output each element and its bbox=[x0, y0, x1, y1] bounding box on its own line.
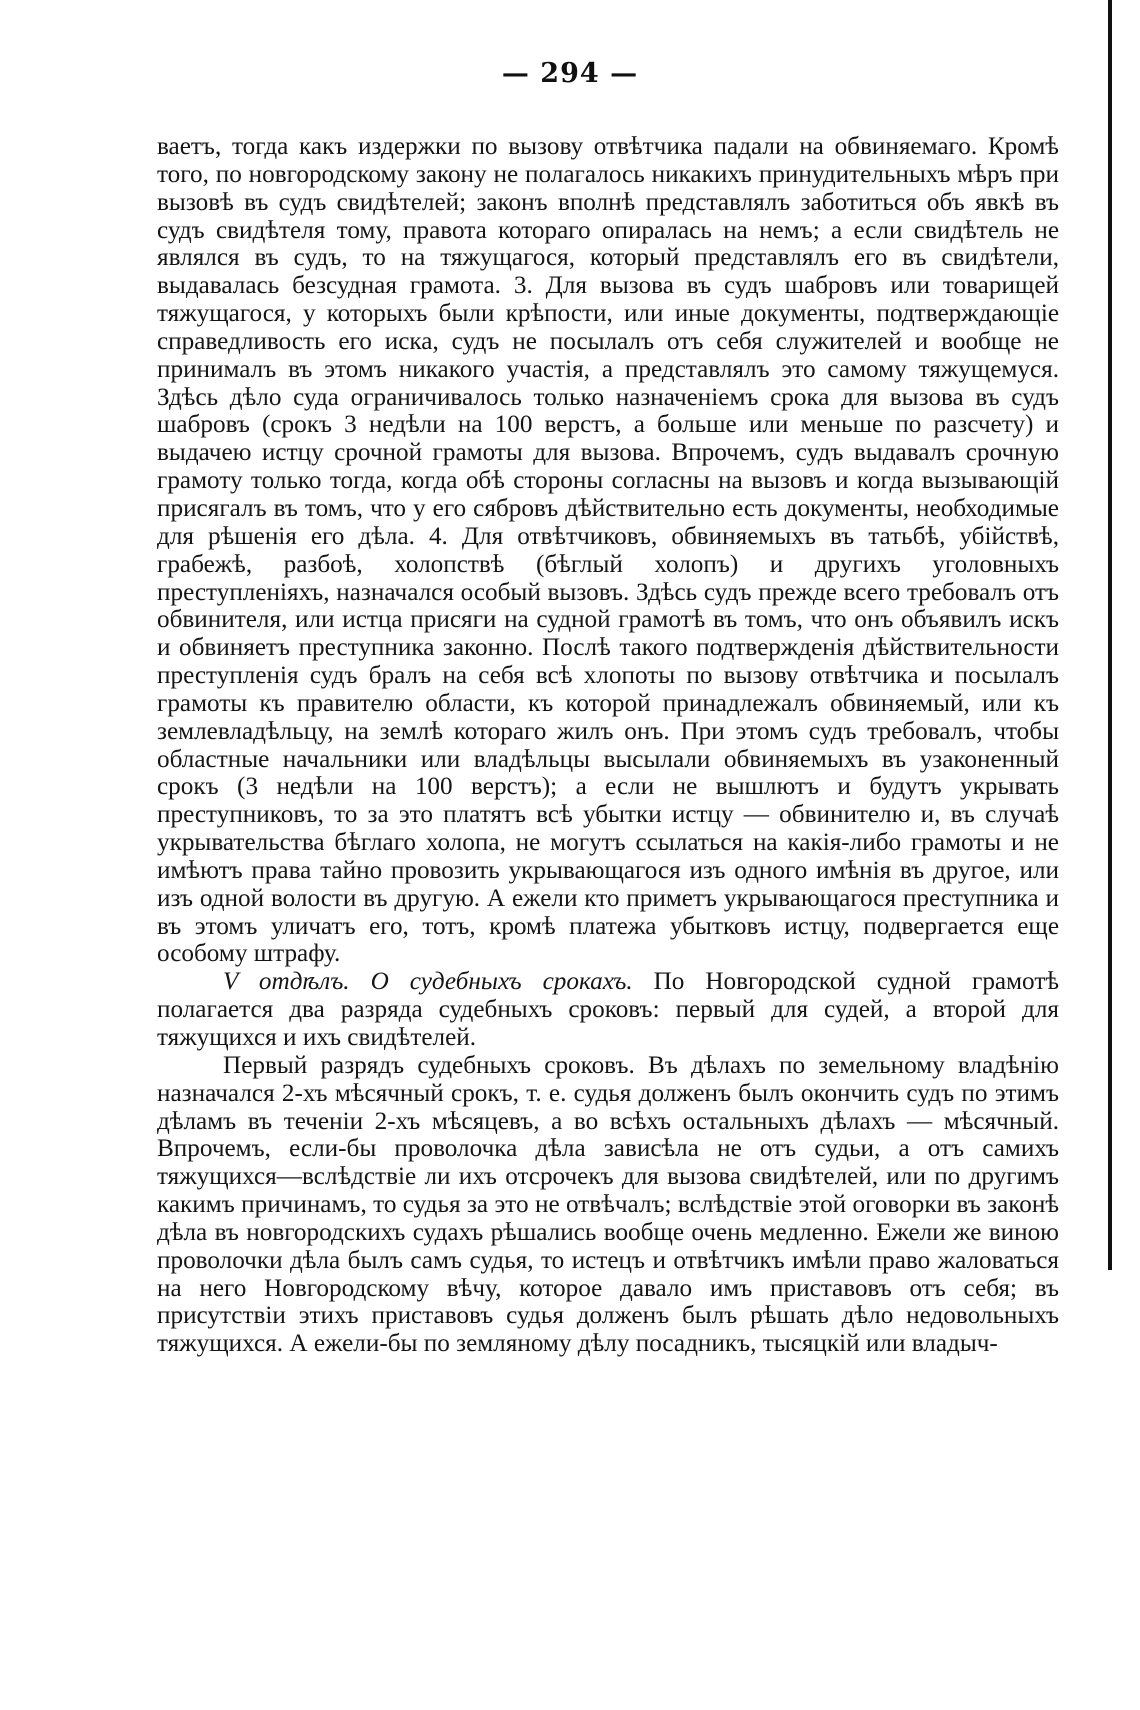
paragraph-2 bbox=[157, 968, 1059, 1052]
paragraph-1: ваетъ, тогда какъ издержки по вызову отвѣтчика падали на обвиняемаго. Кромѣ того, по новгородскому закону не полагалось никакихъ принудительныхъ мѣръ при вызовѣ въ судъ свидѣтелей; законъ вполнѣ представлялъ заботиться объ явкѣ въ судъ свидѣтеля тому, правота котораго опиралась на немъ; а если свидѣтель не являлся въ судъ, то на тяжущагося, который представлялъ его въ свидѣтели, выдавалась безсудная грамота. 3. Для вызова въ судъ шабровъ или товарищей тяжущагося, у которыхъ были крѣпости, или иные документы, подтверждающіе справедливость его иска, судъ не посылалъ отъ себя служителей и вообще не принималъ въ этомъ никакого участія, а представлялъ это самому тяжущемуся. Здѣсь дѣло суда ограничивалось только назначеніемъ срока для вызова въ судъ шабровъ (срокъ 3 недѣли на 100 верстъ, а больше или меньше по разсчету) и выдачею истцу срочной грамоты для вызова. Впрочемъ, судъ выдавалъ срочную грамоту только тогда, когда обѣ стороны согласны на вызовъ и когда вызывающій присягалъ въ томъ, что у его сябровъ дѣйствительно есть документы, необходимые для рѣшенія его дѣла. 4. Для отвѣтчиковъ, обвиняемыхъ въ татьбѣ, убійствѣ, грабежѣ, разбоѣ, холопствѣ (бѣглый холопъ) и другихъ уголовныхъ преступленіяхъ, назначался особый вызовъ. Здѣсь судъ прежде всего требовалъ отъ обвинителя, или истца присяги на судной грамотѣ въ томъ, что онъ объявилъ искъ и обвиняетъ преступника законно. Послѣ такого подтвержденія дѣйствительности преступленія судъ бралъ на себя всѣ хлопоты по вызову отвѣтчика и посылалъ грамоты къ правителю области, къ которой принадлежалъ обвиняемый, или къ землевладѣльцу, на землѣ котораго жилъ онъ. При этомъ судъ требовалъ, чтобы областные начальники или владѣльцы высылали обвиняемыхъ въ узаконенный срокъ (3 недѣли на 100 верстъ); а если не вышлютъ и будутъ укрывать преступниковъ, то за это платятъ всѣ убытки истцу — обвинителю и, въ случаѣ укрывательства бѣглаго холопа, не могутъ ссылаться на какія-либо грамоты и не имѣютъ права тайно провозить укрывающагося изъ одного имѣнія въ другое, или изъ одной волости въ другую. А ежели кто приметъ укрывающагося преступника и въ этомъ уличатъ его, тотъ, кромѣ платежа убытковъ истцу, подвергается еще особому штрафу. bbox=[157, 133, 1059, 968]
paragraph-3: Первый разрядъ судебныхъ сроковъ. Въ дѣлахъ по земельному владѣнію назначался 2-хъ мѣсячный срокъ, т. е. судья долженъ былъ окончить судъ по этимъ дѣламъ въ теченіи 2-хъ мѣсяцевъ, а во всѣхъ остальныхъ дѣлахъ — мѣсячный. Впрочемъ, если-бы проволочка дѣла зависѣла не отъ судьи, а отъ самихъ тяжущихся—вслѣдствіе ли ихъ отсрочекъ для вызова свидѣтелей, или по другимъ какимъ причинамъ, то судья за это не отвѣчалъ; вслѣдствіе этой оговорки въ законѣ дѣла въ новгородскихъ судахъ рѣшались вообще очень медленно. Ежели же виною проволочки дѣла былъ самъ судья, то истецъ и отвѣтчикъ имѣли право жаловаться на него Новгородскому вѣчу, которое давало имъ приставовъ отъ себя; въ присутствіи этихъ приставовъ судья долженъ былъ рѣшать дѣло недовольныхъ тяжущихся. А ежели-бы по земляному дѣлу посадникъ, тысяцкій или владыч- bbox=[157, 1051, 1059, 1358]
body-text bbox=[157, 133, 1059, 1358]
paragraph-2-text: По Новгородской судной грамотѣ полагается два разряда судебныхъ сроковъ: первый для судей, а второй для тяжущихся и ихъ свидѣтелей. bbox=[157, 968, 1059, 1051]
page-number: — 294 — bbox=[501, 58, 639, 89]
section-heading: V отдѣлъ. О судебныхъ срокахъ. bbox=[223, 968, 633, 996]
page-edge-rule bbox=[1108, 0, 1112, 1270]
